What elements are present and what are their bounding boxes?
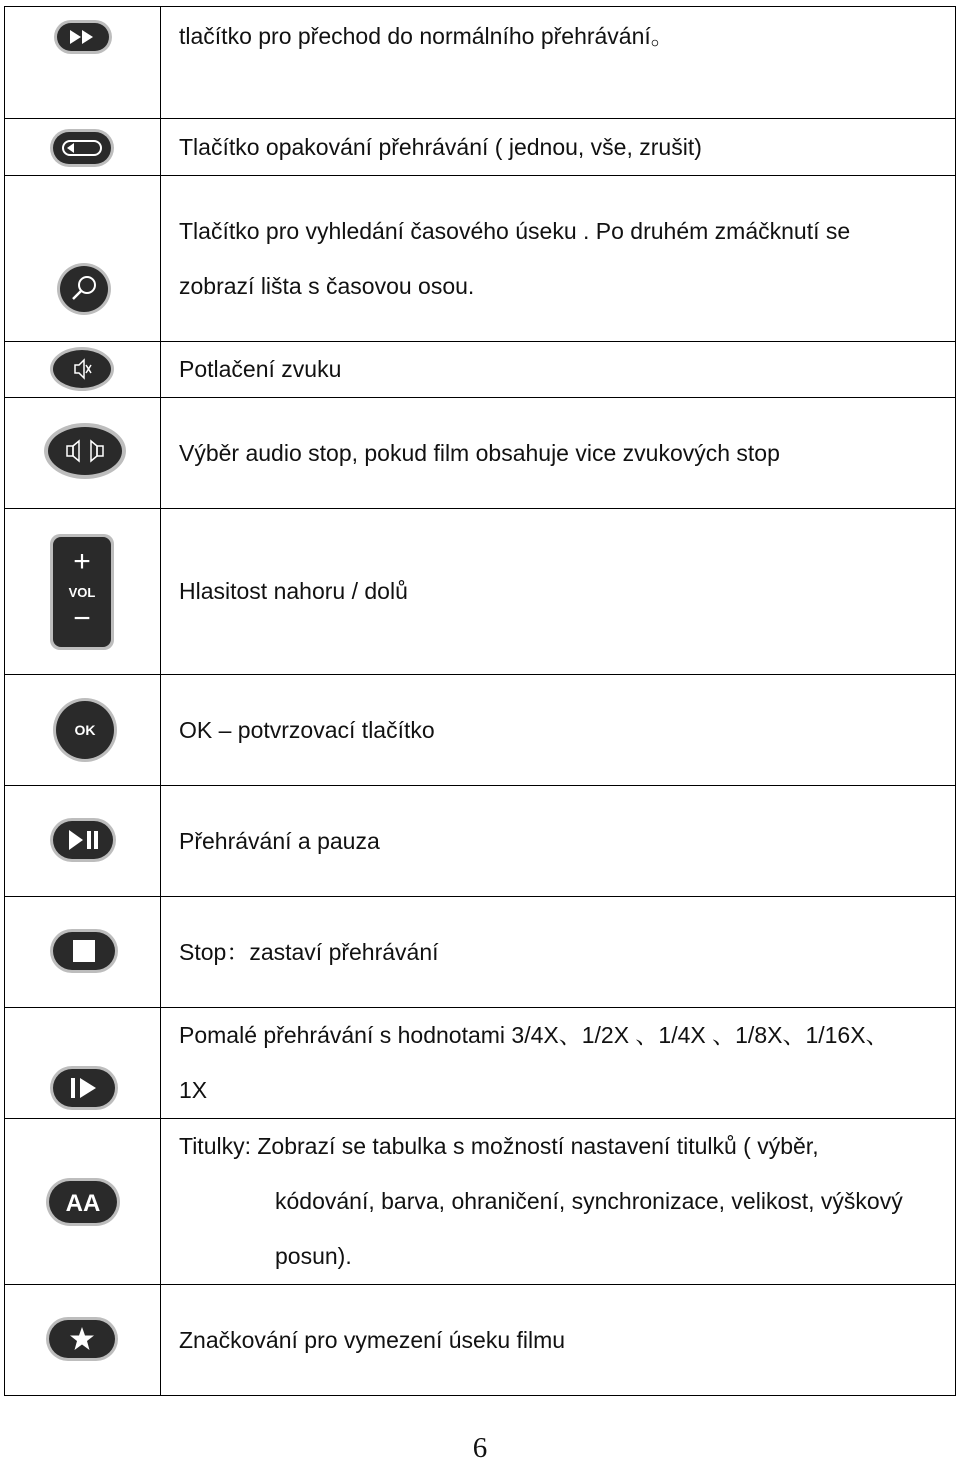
icon-cell: [5, 176, 161, 342]
button-reference-table: [4, 6, 956, 1396]
description-cell: [161, 509, 956, 675]
description-text: Hlasitost nahoru / dolů: [179, 578, 408, 604]
table-row: [5, 1008, 956, 1119]
description-cell: [161, 1008, 956, 1119]
ok-icon: [52, 697, 118, 763]
stop-icon: [49, 928, 119, 974]
audio-track-icon: [43, 422, 127, 480]
table-row: [5, 398, 956, 509]
volume-label: VOL: [68, 585, 96, 600]
table-row: [5, 1285, 956, 1396]
description-line: kódování, barva, ohraničení, synchronizace, velikost, výškový: [275, 1188, 903, 1214]
subtitle-icon: [45, 1177, 121, 1227]
description-text: OK – potvrzovací tlačítko: [179, 716, 435, 743]
icon-cell: [5, 786, 161, 897]
search-icon: [56, 262, 112, 316]
play-pause-icon: [49, 817, 117, 863]
volume-icon: [49, 533, 115, 651]
description-cell: [161, 342, 956, 398]
description-line: Pomalé přehrávání s hodnotami 3/4X、1/2X 、1/4X 、1/8X、1/16X、: [179, 1022, 889, 1048]
description-text: tlačítko pro přechod do normálního přehrávání。: [179, 23, 674, 49]
description-cell: [161, 176, 956, 342]
description-line: posun).: [275, 1243, 352, 1269]
description-line: Tlačítko pro vyhledání časového úseku . Po druhém zmáčknutí se: [179, 218, 851, 244]
icon-cell: [5, 7, 161, 119]
table-row: [5, 509, 956, 675]
icon-cell: [5, 1008, 161, 1119]
icon-cell: [5, 897, 161, 1008]
subtitle-label: AA: [65, 1190, 101, 1217]
repeat-icon: [49, 128, 115, 168]
description-cell: [161, 1119, 956, 1285]
icon-cell: [5, 1285, 161, 1396]
table-row: [5, 1119, 956, 1285]
description-cell: [161, 897, 956, 1008]
description-cell: [161, 7, 956, 119]
description-cell: [161, 398, 956, 509]
icon-cell: [5, 509, 161, 675]
table-row: [5, 176, 956, 342]
description-text: Výběr audio stop, pokud film obsahuje vice zvukových stop: [179, 439, 780, 466]
icon-cell: [5, 119, 161, 176]
description-cell: [161, 119, 956, 176]
icon-cell: [5, 675, 161, 786]
volume-minus-label: −: [73, 602, 91, 635]
table-row: [5, 897, 956, 1008]
page-number: 6: [472, 1432, 488, 1464]
table-row: [5, 675, 956, 786]
description-cell: [161, 786, 956, 897]
icon-cell: [5, 1119, 161, 1285]
description-cell: [161, 1285, 956, 1396]
icon-cell: [5, 342, 161, 398]
description-line: Titulky: Zobrazí se tabulka s možností nastavení titulků ( výběr,: [179, 1133, 819, 1159]
description-line: zobrazí lišta s časovou osou.: [179, 273, 475, 299]
slow-play-icon: [49, 1065, 119, 1111]
description-line: 1X: [179, 1077, 208, 1103]
description-text: Značkování pro vymezení úseku filmu: [179, 1326, 566, 1353]
mute-icon: [49, 346, 115, 392]
table-row: [5, 342, 956, 398]
description-text: Přehrávání a pauza: [179, 827, 380, 854]
ok-label: OK: [74, 722, 96, 738]
fast-forward-icon: [53, 19, 113, 55]
table-row: [5, 786, 956, 897]
volume-plus-label: +: [73, 545, 91, 578]
table-row: [5, 7, 956, 119]
description-text: Stop：zastaví přehrávání: [179, 938, 439, 965]
description-text: Potlačení zvuku: [179, 356, 342, 382]
icon-cell: [5, 398, 161, 509]
description-cell: [161, 675, 956, 786]
description-text: Tlačítko opakování přehrávání ( jednou, vše, zrušit): [179, 133, 702, 160]
star-icon: [45, 1316, 119, 1362]
table-row: [5, 119, 956, 176]
